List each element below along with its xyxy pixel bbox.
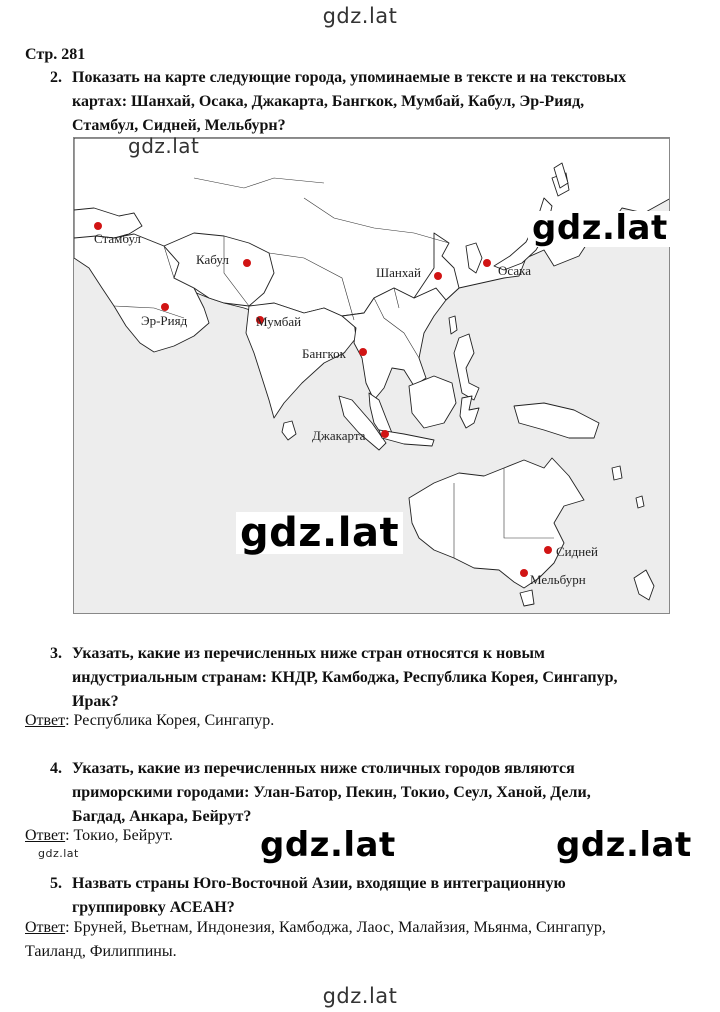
question-number: 5. (50, 875, 62, 892)
watermark-mid-left: gdz.lat (256, 828, 400, 864)
city-marker (381, 430, 389, 438)
question-number: 2. (50, 69, 62, 86)
answer-text: : Республика Корея, Сингапур. (65, 712, 275, 729)
answer-label: Ответ (25, 827, 66, 844)
answer-line: Таиланд, Филиппины. (25, 943, 177, 960)
city-marker (434, 272, 442, 280)
watermark-top: gdz.lat (322, 4, 398, 28)
question-line: Багдад, Анкара, Бейрут? (72, 808, 252, 825)
answer-text: : Бруней, Вьетнам, Индонезия, Камбоджа, Лаос, Малайзия, Мьянма, Сингапур, (65, 919, 606, 936)
question-line: картах: Шанхай, Осака, Джакарта, Бангкок, Мумбай, Кабул, Эр-Рияд, (72, 93, 585, 110)
watermark-small: gdz.lat (38, 847, 79, 860)
question-5 (50, 872, 690, 920)
watermark-map-center: gdz.lat (236, 512, 403, 554)
page-header: Стр. 281 (25, 46, 86, 63)
city-label: Джакарта (312, 428, 366, 443)
question-4 (50, 757, 690, 829)
watermark-map: gdz.lat (128, 134, 200, 158)
question-line: Назвать страны Юго-Восточной Азии, входящие в интеграционную (72, 875, 566, 892)
city-label: Шанхай (376, 265, 421, 280)
city-marker (94, 222, 102, 230)
question-line: индустриальным странам: КНДР, Камбоджа, Республика Корея, Сингапур, (72, 669, 618, 686)
city-marker (544, 546, 552, 554)
city-label: Стамбул (94, 231, 141, 246)
city-mumbai (256, 314, 301, 329)
question-line: Указать, какие из перечисленных ниже стран относятся к новым (72, 645, 545, 662)
answer-5 (25, 916, 695, 964)
question-line: Стамбул, Сидней, Мельбурн? (72, 117, 286, 134)
question-line: приморскими городами: Улан-Батор, Пекин, Токио, Сеул, Ханой, Дели, (72, 784, 591, 801)
city-marker (243, 259, 251, 267)
city-marker (520, 569, 528, 577)
city-marker (359, 348, 367, 356)
city-label: Мумбай (256, 314, 302, 329)
city-label: Эр-Рияд (141, 313, 188, 328)
city-label: Мельбурн (530, 572, 586, 587)
answer-label: Ответ (25, 712, 66, 729)
question-line: Указать, какие из перечисленных ниже столичных городов являются (72, 760, 575, 777)
city-label: Кабул (196, 252, 229, 267)
city-label: Осака (498, 263, 531, 278)
answer-label: Ответ (25, 919, 66, 936)
watermark-mid-right: gdz.lat (552, 828, 696, 864)
answer-text: : Токио, Бейрут. (65, 827, 173, 844)
city-marker (483, 259, 491, 267)
city-label: Сидней (556, 544, 598, 559)
city-marker (161, 303, 169, 311)
watermark-bottom: gdz.lat (322, 984, 398, 1008)
question-line: Показать на карте следующие города, упоминаемые в тексте и на текстовых (72, 69, 627, 86)
question-3 (50, 642, 690, 714)
question-2 (50, 66, 690, 138)
question-number: 3. (50, 645, 62, 662)
answer-line (25, 916, 695, 940)
city-melbourne (520, 569, 586, 587)
question-number: 4. (50, 760, 62, 777)
city-label: Бангкок (302, 346, 346, 361)
answer-3 (25, 709, 695, 733)
question-line: Ирак? (72, 693, 119, 710)
question-line: группировку АСЕАН? (72, 899, 235, 916)
watermark-map-right: gdz.lat (528, 211, 672, 247)
